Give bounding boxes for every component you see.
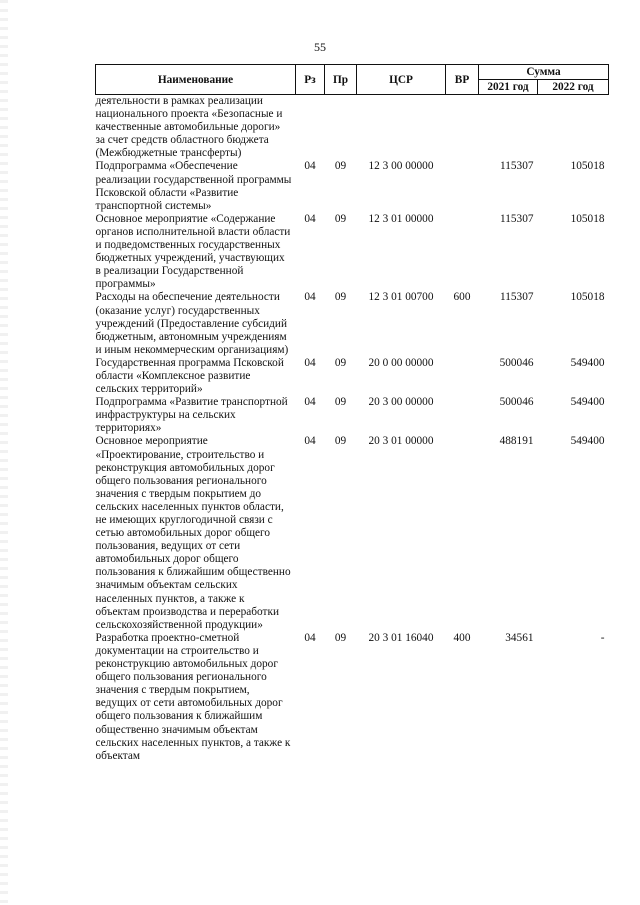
- row-rz-cell: 04: [304, 212, 316, 225]
- row-csr-cell: 12 3 00 00000: [368, 160, 434, 173]
- row-csr-cell: 20 3 01 00000: [368, 435, 434, 448]
- row-pr-cell: 09: [334, 160, 347, 173]
- row-sum-2021-cell: [479, 95, 538, 161]
- scan-edge-artifact: [0, 0, 8, 905]
- row-rz-cell: 04: [304, 631, 316, 644]
- table-header: [96, 65, 609, 95]
- row-vr-cell: [446, 357, 479, 396]
- row-vr-cell: 400: [453, 631, 471, 644]
- header-csr: ЦСР: [357, 65, 446, 95]
- table-row: [96, 357, 609, 396]
- row-name-cell: Разработка проектно-сметной документации на строительство и реконструкцию автомобильных дорог общего пользования регионального значения с твердым покрытием, ведущих от сети автомобильных дорог общего пользования к ближайшим общественно значимым объектам сельских населенных пунктов, а также к объектам: [95, 631, 291, 762]
- table-row: [96, 396, 609, 435]
- page-number: 55: [314, 40, 326, 54]
- row-sum-2021-cell: 115307: [500, 160, 534, 173]
- row-csr-cell: [357, 95, 446, 161]
- table-row: [96, 95, 609, 161]
- row-csr-cell: 12 3 01 00000: [368, 212, 434, 225]
- row-pr-cell: 09: [334, 631, 347, 644]
- row-sum-2022-cell: 105018: [570, 291, 605, 304]
- row-rz-cell: 04: [304, 356, 316, 369]
- header-year-2022: 2022 год: [538, 80, 609, 95]
- row-sum-2022-cell: -: [600, 631, 605, 644]
- row-sum-2021-cell: 488191: [499, 435, 534, 448]
- row-rz-cell: 04: [304, 396, 316, 409]
- table-row: [96, 632, 609, 763]
- header-rz: Рз: [296, 65, 325, 95]
- row-pr-cell: [325, 95, 357, 161]
- row-sum-2022-cell: [538, 95, 609, 161]
- row-sum-2022-cell: 549400: [570, 356, 605, 369]
- row-vr-cell: [446, 160, 479, 212]
- row-sum-2021-cell: 115307: [500, 291, 534, 304]
- row-vr-cell: [446, 213, 479, 292]
- table-row: [96, 213, 609, 292]
- row-name-cell: Государственная программа Псковской области «Комплексное развитие сельских территорий»: [95, 356, 284, 396]
- row-vr-cell: [446, 435, 479, 631]
- row-pr-cell: 09: [334, 396, 347, 409]
- row-vr-cell: [446, 396, 479, 435]
- row-csr-cell: 12 3 01 00700: [368, 291, 434, 304]
- row-name-cell: Основное мероприятие «Содержание органов исполнительной власти области и подведомственных государственных бюджетных учреждений, участвующих в реализации Государственной программы»: [95, 212, 291, 291]
- row-pr-cell: 09: [334, 435, 347, 448]
- header-pr: Пр: [325, 65, 357, 95]
- row-vr-cell: 600: [453, 291, 471, 304]
- row-name-cell: Основное мероприятие «Проектирование, строительство и реконструкция автомобильных дорог общего пользования регионального значения с твердым покрытием до сельских населенных пунктов области, не имеющих круглогодичной связи с сетью автомобильных дорог общего пользования, ведущих от сети автомобильных дорог общего пользования к ближайшим общественно значимым объектам сельских населенных пунктов, а также к объектам производства и переработки сельскохозяйственной продукции»: [95, 435, 291, 631]
- table-row: [96, 291, 609, 356]
- table-body: [96, 95, 609, 763]
- row-name-cell: Расходы на обеспечение деятельности (оказание услуг) государственных учреждений (Предоставление субсидий бюджетным, автономным учреждениям и иным некоммерческим организациям): [95, 291, 289, 356]
- row-sum-2021-cell: 115307: [500, 212, 534, 225]
- row-csr-cell: 20 0 00 00000: [368, 356, 434, 369]
- header-name: Наименование: [96, 65, 296, 95]
- row-rz-cell: 04: [304, 291, 316, 304]
- table-row: [96, 160, 609, 212]
- row-rz-cell: 04: [304, 435, 316, 448]
- row-sum-2022-cell: 549400: [570, 396, 605, 409]
- header-sum: Сумма: [479, 65, 609, 80]
- row-name-cell: Подпрограмма «Развитие транспортной инфраструктуры на сельских территориях»: [95, 396, 288, 435]
- header-year-2021: 2021 год: [479, 80, 538, 95]
- row-sum-2021-cell: 500046: [499, 396, 534, 409]
- row-sum-2022-cell: 105018: [570, 212, 605, 225]
- table-row: [96, 435, 609, 631]
- row-csr-cell: 20 3 00 00000: [368, 396, 434, 409]
- row-pr-cell: 09: [334, 356, 347, 369]
- row-vr-cell: [446, 95, 479, 161]
- row-pr-cell: 09: [334, 212, 347, 225]
- header-vr: ВР: [446, 65, 479, 95]
- row-sum-2021-cell: 500046: [499, 356, 534, 369]
- budget-table: [95, 64, 609, 763]
- row-csr-cell: 20 3 01 16040: [368, 631, 434, 644]
- row-name-cell: деятельности в рамках реализации национального проекта «Безопасные и качественные автомобильные дороги» за счет средств областного бюджета (Межбюджетные трансферты): [95, 95, 283, 160]
- row-rz-cell: 04: [304, 160, 316, 173]
- row-name-cell: Подпрограмма «Обеспечение реализации государственной программы Псковской области «Развитие транспортной системы»: [95, 160, 292, 212]
- row-sum-2021-cell: 34561: [505, 631, 534, 644]
- row-rz-cell: [296, 95, 325, 161]
- row-pr-cell: 09: [334, 291, 347, 304]
- row-sum-2022-cell: 105018: [570, 160, 605, 173]
- row-sum-2022-cell: 549400: [570, 435, 605, 448]
